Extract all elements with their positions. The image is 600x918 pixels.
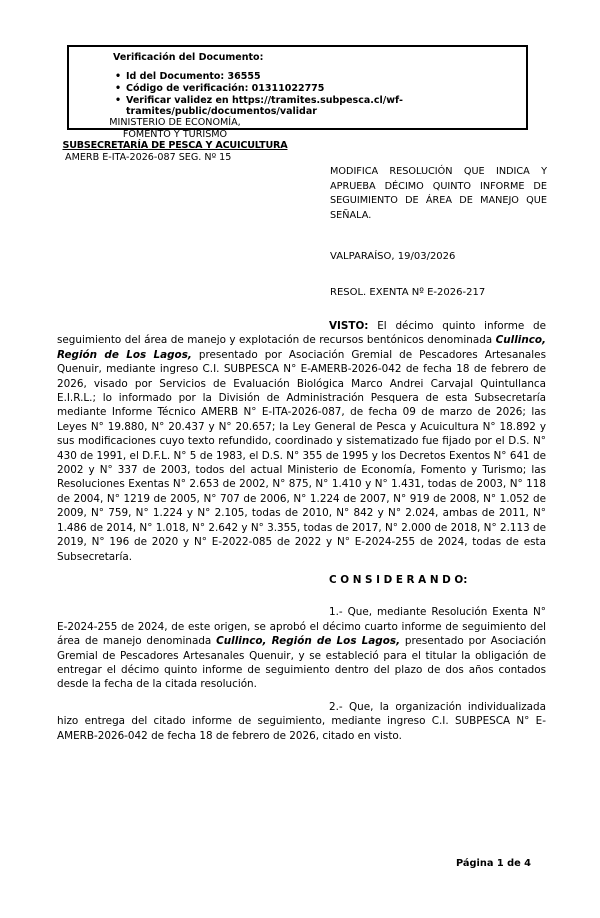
resolution-number: RESOL. EXENTA Nº E-2026-217 (330, 287, 486, 298)
ministry-line-1: MINISTERIO DE ECONOMÍA, (109, 117, 241, 128)
visto-text-2: presentado por Asociación Gremial de Pescadores Artesanales Quenuir, mediante ingreso C.I. SUBPESCA N° E-AMERB-2026-042 de fecha 18 de febrero de 2026, visado por Servicios de Evaluación Biológica Marco Andrei Carvajal Quintullanca E.I.R.L.; lo informado por la División de Administración Pesquera de esta Subsecretaría mediante Informe Técnico AMERB N° E-ITA-2026-087, de fecha 09 de marzo de 2026; las Leyes N° 19.880, N° 20.437 y N° 20.657; la Ley General de Pesca y Acuicultura N° 18.892 y sus modificaciones cuyo texto refundido, coordinado y sistematizado fue fijado por el D.S. N° 430 de 1991, el D.F.L. N° 5 de 1983, el D.S. N° 355 de 1995 y los Decretos Exentos N° 641 de 2002 y N° 337 de 2003, todos del actual Ministerio de Economía, Fomento y Turismo; las Resoluciones Exentas N° 2.653 de 2002, N° 875, N° 1.410 y N° 1.431, todas de 2003, N° 118 de 2004, N° 1219 de 2005, N° 707 de 2006, N° 1.224 de 2007, N° 919 de 2008, N° 1.052 de 2009, N° 759, N° 1.224 y N° 2.105, todas de 2010, N° 842 y N° 2.024, ambas de 2011, N° 1.486 de 2014, N° 1.018, N° 2.642 y N° 3.355, todas de 2017, N° 2.000 de 2018, N° 2.113 de 2019, N° 196 de 2020 y N° E-2022-085 de 2022 y N° E-2024-255 de 2024, todas de esta Subsecretaría. (57, 348, 546, 563)
subject-title: MODIFICA RESOLUCIÓN QUE INDICA Y APRUEBA DÉCIMO QUINTO INFORME DE SEGUIMIENTO DE ÁREA DE MANEJO QUE SEÑALA. (330, 166, 547, 221)
place-date: VALPARAÍSO, 19/03/2026 (330, 251, 456, 262)
area-name: Cullinco, Región de Los Lagos, (216, 635, 401, 648)
subsecretaria-title: SUBSECRETARÍA DE PESCA Y ACUICULTURA (62, 140, 288, 152)
area-name: Cullinco, Región de Los Lagos, (57, 334, 546, 361)
verification-item-code: • Código de verificación: 01311022775 (113, 83, 520, 94)
verification-item-url: • Verificar validez en https://tramites.subpesca.cl/wf-tramites/public/documentos/validar (113, 95, 520, 117)
visto-paragraph (57, 319, 546, 564)
considerando-paragraph-1 (57, 605, 546, 691)
verification-list (113, 71, 520, 117)
page-number: Página 1 de 4 (455, 858, 531, 869)
considerando-paragraph-2: 2.- Que, la organización individualizada hizo entrega del citado informe de seguimiento, mediante ingreso C.I. SUBPESCA N° E-AMERB-2026-042 de fecha 18 de febrero de 2026, citado en visto. (57, 700, 546, 742)
amerb-reference: AMERB E-ITA-2026-087 SEG. Nº 15 (65, 151, 232, 163)
visto-label: VISTO: (329, 320, 369, 332)
considerando-heading: C O N S I D E R A N D O: (329, 573, 468, 586)
document-body (57, 319, 546, 751)
visto-text-1: El décimo quinto informe de seguimiento del área de manejo y explotación de recursos bentónicos denominada (57, 320, 546, 347)
considerando-1-text-1: 1.- Que, mediante Resolución Exenta N° E-2024-255 de 2024, de este origen, se aprobó el décimo cuarto informe de seguimiento del área de manejo denominada (57, 606, 546, 648)
letterhead (57, 117, 293, 163)
verification-item-document-id: • Id del Documento: 36555 (113, 71, 520, 82)
considerando-1-text-2: presentado por Asociación Gremial de Pescadores Artesanales Quenuir, y se estableció para el titular la obligación de entregar el décimo quinto informe de seguimiento dentro del plazo de dos años contados desde la fecha de la citada resolución. (57, 635, 547, 691)
ministry-line-2: FOMENTO Y TURISMO (122, 128, 228, 140)
verification-title: Verificación del Documento: (113, 52, 264, 63)
